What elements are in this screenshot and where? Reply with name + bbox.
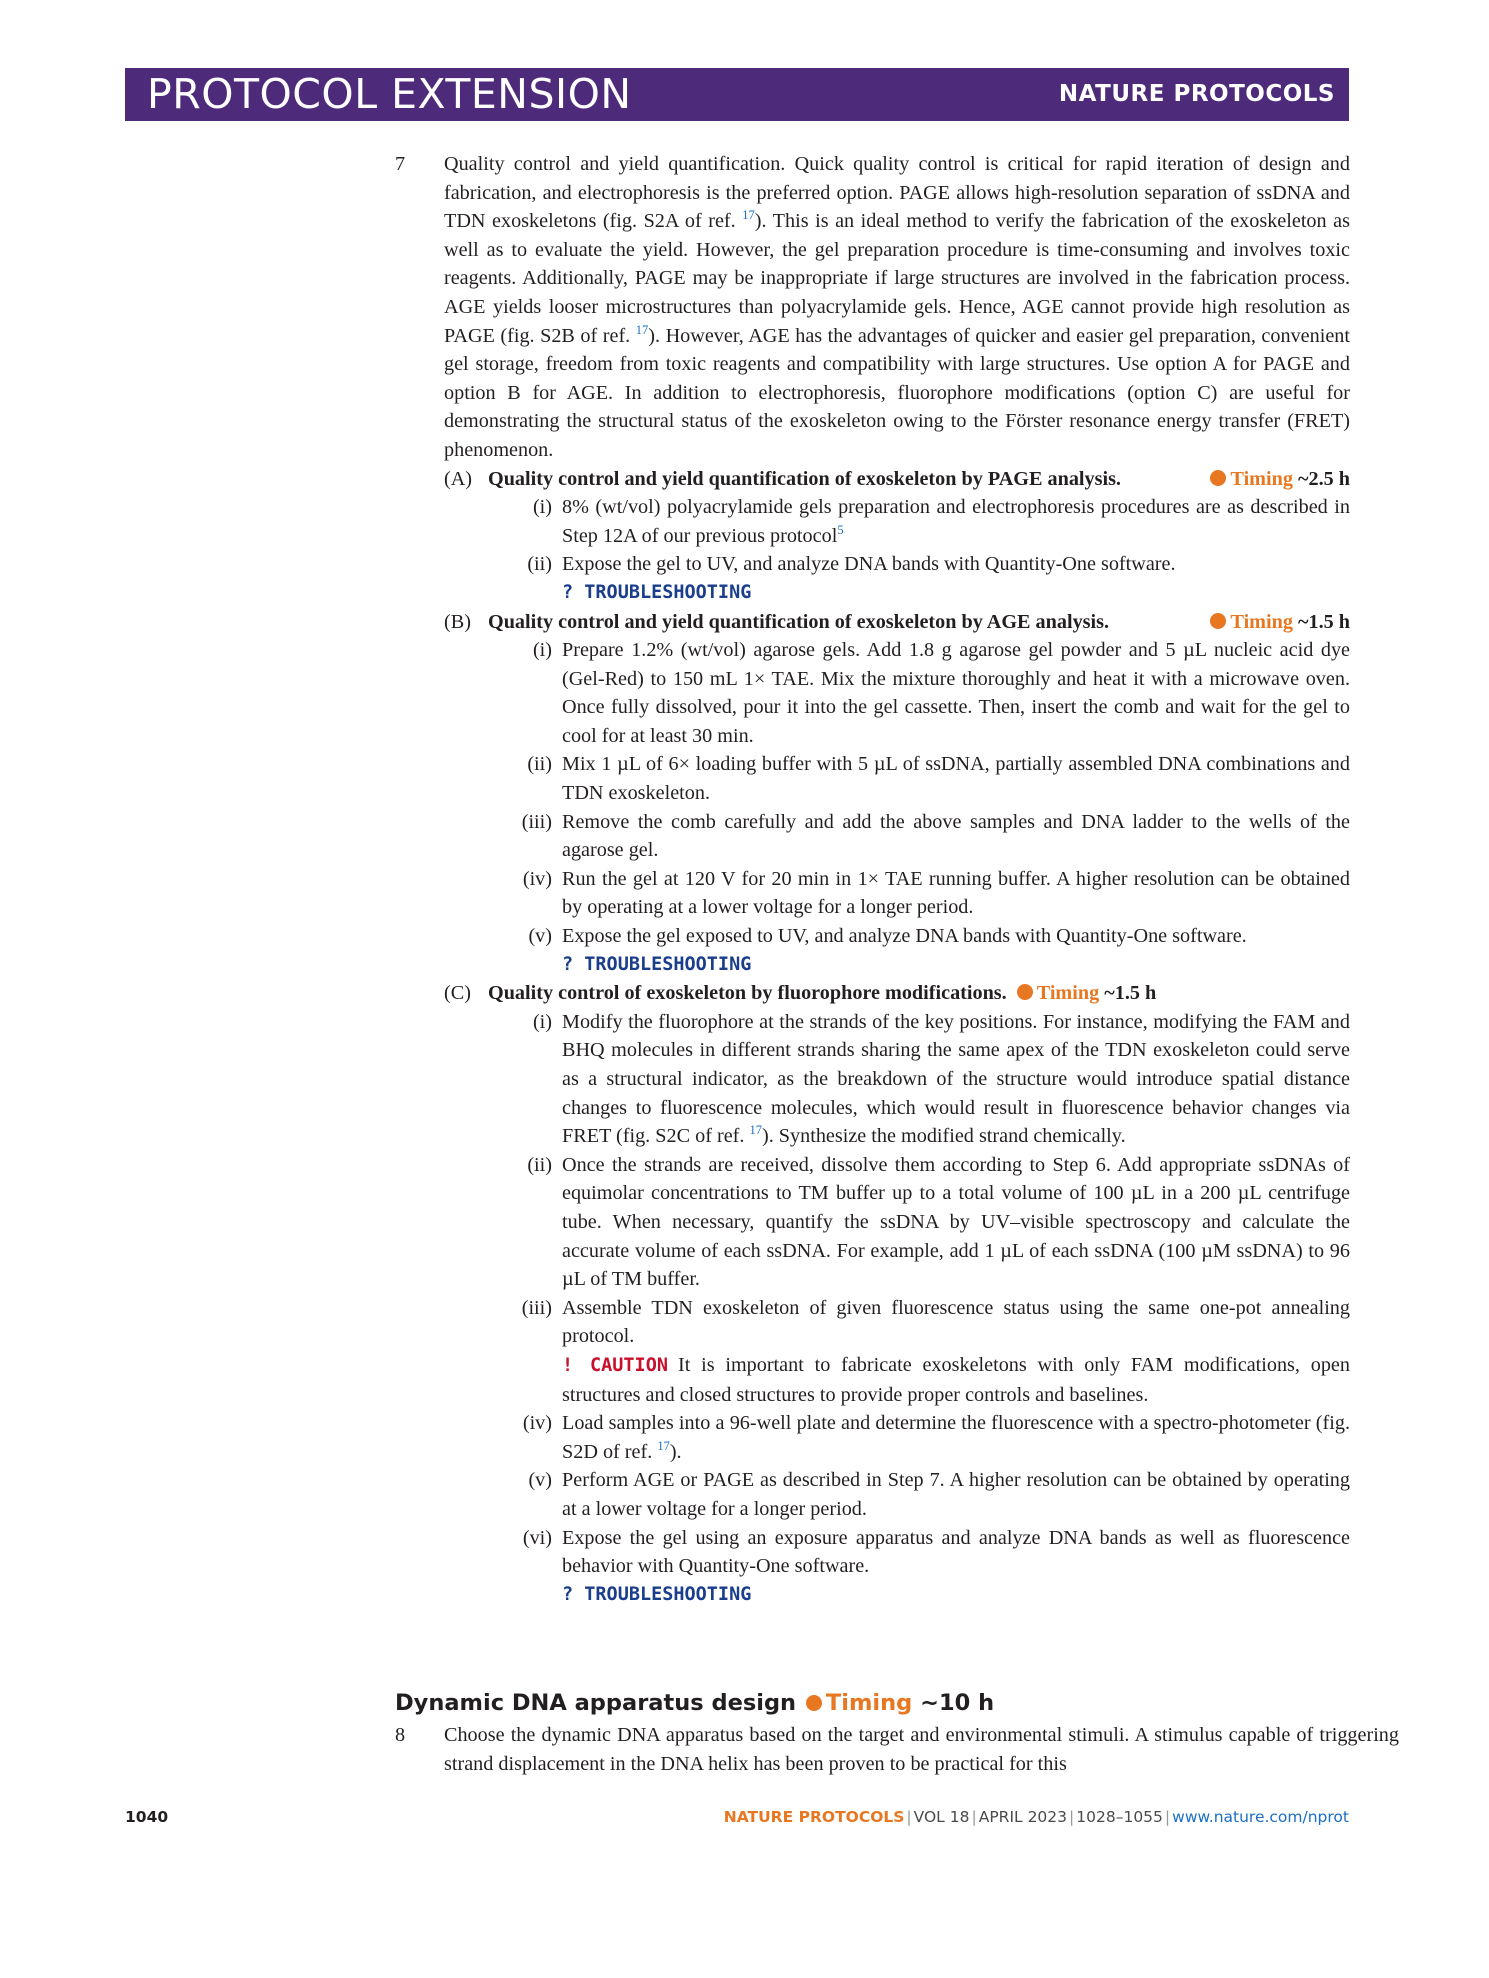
option-label: (C)	[444, 982, 471, 1005]
step-text: ). This is an ideal method to verify the fabrication of the exoskeleton as well as to evaluate the yield. However, the gel preparation procedure is time-consuming and involves toxic reagents. Additionally, PAGE may be inappropriate if large structures are involved in the fabrication process. AGE yields looser microstructures than polyacrylamide gels. Hence, AGE cannot provide high resolution as PAGE (fig. S2B of ref.	[444, 210, 1350, 347]
timing-dot-icon	[1017, 984, 1033, 1000]
step-8	[395, 1721, 1399, 1778]
page-number: 1040	[125, 1808, 169, 1826]
substep: (vi) Expose the gel using an exposure apparatus and analyze DNA bands as well as fluorescence behavior with Quantity-One software. ? TROUBLESHOOTING	[488, 1524, 1350, 1610]
journal-name: NATURE PROTOCOLS	[1058, 81, 1335, 107]
caution-label: ! CAUTION	[562, 1354, 668, 1376]
option-c	[444, 979, 1350, 1609]
substep: (iv) Load samples into a 96-well plate and determine the fluorescence with a spectro-photometer (fig. S2D of ref. $^{17}$).	[522, 1412, 1350, 1463]
timing-dot-icon	[806, 1695, 822, 1711]
header-banner	[125, 68, 1349, 121]
timing: Timing ~2.5 h	[1208, 465, 1350, 494]
timing-dot-icon	[1210, 470, 1226, 486]
substep: (iii) Assemble TDN exoskeleton of given fluorescence status using the same one-pot annealing protocol. ! CAUTION It is important to fabricate exoskeletons with only FAM modifications, open structures and closed structures to provide proper controls and baselines.	[521, 1296, 1350, 1406]
step-text: ). However, AGE has the advantages of quicker and easier gel preparation, convenient gel storage, freedom from toxic reagents and compatibility with large structures. Use option A for PAGE and option B for AGE. In addition to electrophoresis, fluorophore modifications (option C) are useful for demonstrating the structural status of the exoskeleton owing to the Förster resonance energy transfer (FRET) phenomenon.	[444, 324, 1350, 461]
step-7	[395, 150, 1350, 1609]
option-label: (B)	[444, 610, 471, 633]
article-type: PROTOCOL EXTENSION	[147, 70, 632, 118]
substep: (i) Prepare 1.2% (wt/vol) agarose gels. Add 1.8 g agarose gel powder and 5 µL nucleic acid dye (Gel-Red) to 150 mL 1× TAE. Mix the mixture thoroughly and heat it with a microwave oven. Once fully dissolved, pour it into the gel cassette. Then, insert the comb and wait for the gel to cool for at least 30 min.	[532, 639, 1350, 747]
timing: Timing ~10 h	[804, 1690, 994, 1716]
timing-dot-icon	[1210, 613, 1226, 629]
substep: (ii) Once the strands are received, dissolve them according to Step 6. Add appropriate ssDNAs of equimolar concentrations to TM buffer up to a total volume of 100 µL in a 200 µL centrifuge tube. When necessary, quantify the ssDNA by UV–visible spectroscopy and calculate the accurate volume of each ssDNA. For example, add 1 µL of each ssDNA (100 µM ssDNA) to 96 µL of TM buffer.	[527, 1153, 1350, 1291]
timing: Timing ~1.5 h	[1015, 979, 1157, 1008]
main-content	[395, 150, 1350, 1609]
step-text: Quality control and yield quantification. Quick quality control is critical for rapid iteration of design and fabrication, and electrophoresis is the preferred option. PAGE allows high-resolution separation of ssDNA and TDN exoskeletons (fig. S2A of ref.	[444, 153, 1350, 233]
substep: (ii) Mix 1 µL of 6× loading buffer with 5 µL of ssDNA, partially assembled DNA combinations and TDN exoskeleton.	[527, 753, 1350, 805]
substep: (iv) Run the gel at 120 V for 20 min in 1× TAE running buffer. A higher resolution can be obtained by operating at a lower voltage for a longer period.	[522, 867, 1350, 919]
section-heading: Dynamic DNA apparatus design Timing ~10 h	[395, 1690, 995, 1716]
troubleshooting-link[interactable]: ? TROUBLESHOOTING	[562, 1583, 752, 1605]
reference-link[interactable]: 17	[749, 1123, 762, 1138]
option-label: (A)	[444, 467, 473, 490]
substep: (i) Modify the fluorophore at the strands of the key positions. For instance, modifying the FAM and BHQ molecules in different strands sharing the same apex of the TDN exoskeleton could serve as a structural indicator, as the breakdown of the structure would introduce spatial distance changes to fluorescence molecules, which would result in fluorescence behavior changes via FRET (fig. S2C of ref. $^{17}$). Synthesize the modified strand chemically.	[532, 1010, 1350, 1148]
caution-text: It is important to fabricate exoskeletons with only FAM modifications, open structures and closed structures to provide proper controls and baselines.	[562, 1353, 1350, 1406]
step-number: 8	[395, 1724, 406, 1746]
option-title: Quality control of exoskeleton by fluorophore modifications. Timing ~1.5 h	[488, 979, 1350, 1008]
option-a	[444, 465, 1350, 608]
troubleshooting-link[interactable]: ? TROUBLESHOOTING	[562, 581, 752, 603]
substep: (v) Perform AGE or PAGE as described in Step 7. A higher resolution can be obtained by operating at a lower voltage for a longer period.	[528, 1469, 1350, 1520]
reference-link[interactable]: 17	[742, 208, 755, 223]
timing: Timing ~1.5 h	[1208, 608, 1350, 637]
step-number: 7	[395, 153, 406, 175]
substep: (i) 8% (wt/vol) polyacrylamide gels preparation and electrophoresis procedures are as described in Step 12A of our previous protocol$^5$	[532, 496, 1350, 547]
troubleshooting-link[interactable]: ? TROUBLESHOOTING	[562, 953, 752, 975]
reference-link[interactable]: 5	[837, 522, 844, 537]
substep: (ii) Expose the gel to UV, and analyze DNA bands with Quantity-One software. ? TROUBLESHOOTING	[488, 550, 1350, 607]
citation: NATURE PROTOCOLS | VOL 18 | APRIL 2023 | 1028–1055 | www.nature.com/nprot	[723, 1808, 1349, 1826]
option-b	[444, 608, 1350, 980]
option-title: Quality control and yield quantification of exoskeleton by AGE analysis. Timing ~1.5 h	[488, 608, 1350, 637]
reference-link[interactable]: 17	[657, 1438, 670, 1453]
substep: (iii) Remove the comb carefully and add the above samples and DNA ladder to the wells of the agarose gel.	[521, 810, 1350, 862]
option-title: Quality control and yield quantification of exoskeleton by PAGE analysis. Timing ~2.5 h	[488, 465, 1350, 494]
journal-url-link[interactable]: www.nature.com/nprot	[1172, 1808, 1349, 1826]
substep: (v) Expose the gel exposed to UV, and analyze DNA bands with Quantity-One software. ? TROUBLESHOOTING	[488, 922, 1350, 979]
reference-link[interactable]: 17	[635, 322, 649, 337]
step-text: Choose the dynamic DNA apparatus based on the target and environmental stimuli. A stimulus capable of triggering strand displacement in the DNA helix has been proven to be practical for this	[444, 1724, 1399, 1775]
